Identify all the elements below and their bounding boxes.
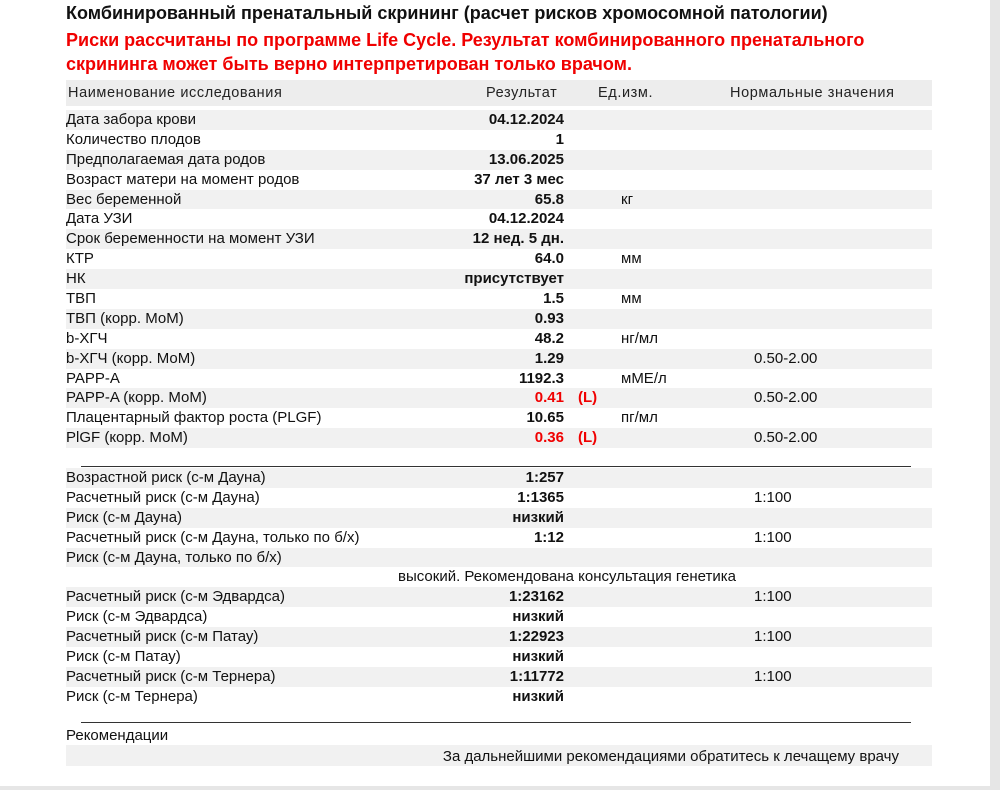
row-result: низкий (512, 648, 564, 666)
row-name: b-ХГЧ (корр. МоМ) (66, 349, 196, 367)
recommendations-section (66, 726, 932, 746)
row-result: 1:1365 (517, 488, 564, 506)
warning-text: Риски рассчитаны по программе Life Cycle. Результат комбинированного пренатального скрининга может быть верно интерпретирован только врачом. (66, 30, 865, 74)
header-name: Наименование исследования (68, 85, 283, 101)
page-edge-right (990, 0, 1000, 790)
row-unit: пг/мл (621, 409, 658, 427)
row-result: 1 (555, 130, 564, 148)
table-row (66, 110, 932, 130)
row-result: 12 нед. 5 дн. (472, 230, 564, 248)
header-result: Результат (486, 85, 558, 101)
row-name: Риск (с-м Дауна) (66, 508, 183, 526)
row-result: 04.12.2024 (488, 111, 564, 128)
row-name: Дата УЗИ (66, 210, 133, 228)
divider (81, 722, 911, 723)
table-row (66, 349, 932, 369)
row-norm: 0.50-2.00 (754, 389, 818, 407)
risk-row (66, 647, 932, 667)
risk-row (66, 548, 932, 568)
row-name: PAPP-A (66, 369, 120, 387)
table-row (66, 369, 932, 389)
row-flag: (L) (578, 429, 598, 447)
header-unit: Ед.изм. (598, 85, 654, 101)
row-name: Расчетный риск (с-м Патау) (66, 628, 259, 646)
row-result: 1:257 (525, 469, 564, 486)
row-unit: мм (621, 250, 642, 268)
row-name: Риск (с-м Дауна, только по б/х) (66, 548, 282, 566)
row-flag: (L) (578, 389, 598, 407)
table-row (66, 329, 932, 349)
table-row (66, 150, 932, 170)
risk-note-row (66, 567, 932, 587)
row-name: Плацентарный фактор роста (PLGF) (66, 409, 322, 427)
table-row (66, 388, 932, 408)
row-result: 0.93 (534, 309, 564, 327)
table-row (66, 170, 932, 190)
risks-table (66, 468, 932, 707)
table-row (66, 209, 932, 229)
table-row (66, 190, 932, 210)
row-name: Возрастной риск (с-м Дауна) (66, 469, 266, 486)
risk-note: высокий. Рекомендована консультация генетика (398, 568, 736, 586)
row-norm: 1:100 (754, 628, 792, 646)
row-unit: нг/мл (621, 329, 658, 347)
row-name: Дата забора крови (66, 111, 196, 128)
table-row (66, 269, 932, 289)
risk-row (66, 607, 932, 627)
row-norm: 0.50-2.00 (754, 429, 818, 447)
risk-row (66, 528, 932, 548)
row-norm: 1:100 (754, 667, 792, 685)
risk-row (66, 667, 932, 687)
header-norm: Нормальные значения (730, 85, 895, 101)
row-result: 1:11772 (509, 667, 564, 685)
row-name: Вес беременной (66, 190, 182, 208)
row-name: PlGF (корр. МоМ) (66, 429, 188, 447)
row-name: Возраст матери на момент родов (66, 170, 300, 188)
row-result: 1:22923 (508, 628, 564, 646)
row-unit: мМЕ/л (621, 369, 667, 387)
row-unit: мм (621, 290, 642, 308)
row-result: низкий (512, 608, 564, 626)
row-name: КТР (66, 250, 94, 268)
row-name: Расчетный риск (с-м Дауна, только по б/х) (66, 528, 360, 546)
risk-row (66, 468, 932, 488)
table-row (66, 130, 932, 150)
recommendations-label: Рекомендации (66, 727, 169, 744)
page-edge-bottom (0, 786, 1000, 790)
row-result: 1:23162 (508, 588, 564, 606)
row-result: 1192.3 (518, 369, 564, 387)
table-row (66, 408, 932, 428)
row-name: Риск (с-м Эдвардса) (66, 608, 208, 626)
risk-row (66, 627, 932, 647)
row-name: b-ХГЧ (66, 329, 108, 347)
row-result: низкий (512, 687, 564, 705)
row-name: Срок беременности на момент УЗИ (66, 230, 315, 248)
table-row (66, 428, 932, 448)
row-name: Риск (с-м Патау) (66, 648, 181, 666)
row-name: Расчетный риск (с-м Дауна) (66, 488, 260, 506)
row-result: 1.5 (543, 290, 564, 308)
risk-row (66, 687, 932, 707)
row-result: 64.0 (534, 250, 564, 268)
row-result: присутствует (464, 270, 564, 288)
row-result: 0.41 (534, 389, 564, 407)
row-result: 04.12.2024 (488, 210, 564, 228)
row-norm: 0.50-2.00 (754, 349, 818, 367)
recommendations-row (66, 726, 932, 746)
row-name: Расчетный риск (с-м Эдвардса) (66, 588, 286, 606)
row-norm: 1:100 (754, 488, 792, 506)
report-title: Комбинированный пренатальный скрининг (расчет рисков хромосомной патологии) (66, 3, 828, 23)
risk-row (66, 488, 932, 508)
table-row (66, 289, 932, 309)
row-name: PAPP-A (корр. МоМ) (66, 389, 207, 407)
table-row (66, 249, 932, 269)
row-result: 10.65 (526, 409, 564, 427)
divider (81, 466, 911, 467)
risk-row (66, 587, 932, 607)
row-norm: 1:100 (754, 588, 792, 606)
row-result: 37 лет 3 мес (474, 170, 564, 188)
row-name: Количество плодов (66, 130, 201, 148)
table-header (66, 80, 932, 106)
row-name: Расчетный риск (с-м Тернера) (66, 667, 276, 685)
table-row (66, 309, 932, 329)
row-name: ТВП (66, 290, 96, 308)
recommendations-text: За дальнейшими рекомендациями обратитесь к лечащему врачу (442, 748, 899, 765)
row-result: 1:12 (533, 528, 564, 546)
row-name: Риск (с-м Тернера) (66, 687, 198, 705)
row-unit: кг (621, 190, 634, 208)
row-name: ТВП (корр. МоМ) (66, 309, 184, 327)
row-result: 0.36 (534, 429, 564, 447)
row-result: 65.8 (534, 190, 564, 208)
row-name: Предполагаемая дата родов (66, 150, 266, 168)
row-result: 48.2 (534, 329, 564, 347)
table-row (66, 229, 932, 249)
row-result: 13.06.2025 (488, 150, 564, 168)
row-name: НК (66, 270, 86, 288)
row-norm: 1:100 (754, 528, 792, 546)
row-result: низкий (512, 508, 564, 526)
row-result: 1.29 (534, 349, 564, 367)
risk-row (66, 508, 932, 528)
results-table (66, 110, 932, 448)
